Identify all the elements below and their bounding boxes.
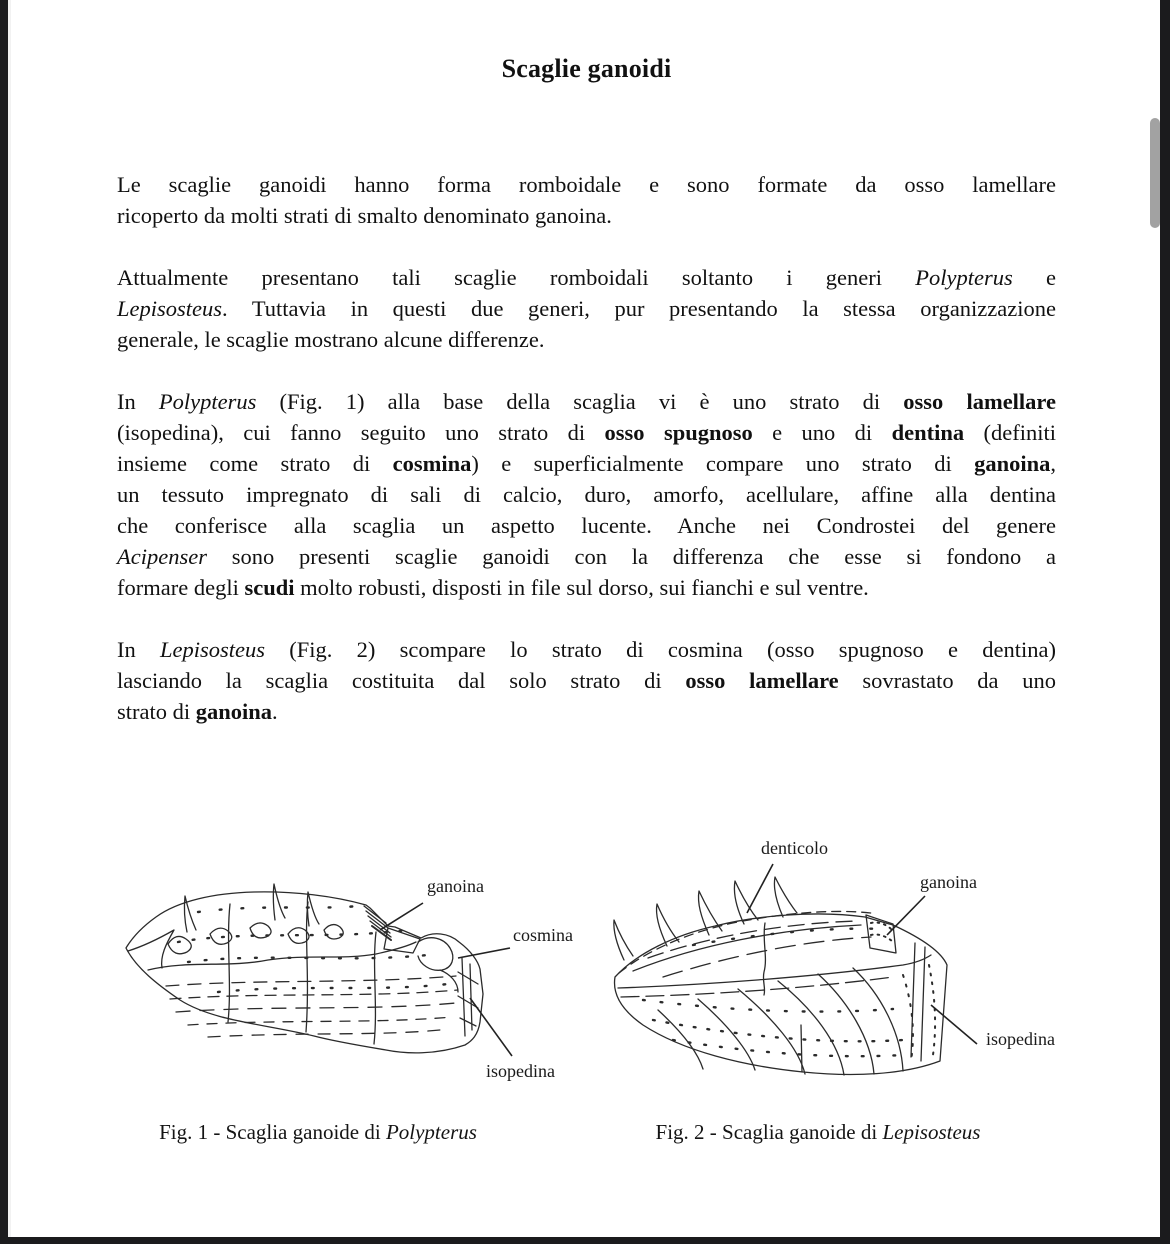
figure-2-label-denticolo: denticolo <box>761 838 828 858</box>
paragraph-1 <box>117 169 1056 231</box>
text-line: Le scaglie ganoidi hanno forma romboidale e sono formate da osso lamellare <box>117 172 1056 197</box>
scrollbar-thumb[interactable] <box>1150 118 1160 228</box>
document-page <box>8 0 1160 1237</box>
figure-2-label-ganoina: ganoina <box>920 872 977 892</box>
figure-1-drawing <box>118 872 518 1072</box>
page-title: Scaglie ganoidi <box>501 54 672 83</box>
figure-1-caption: Fig. 1 - Scaglia ganoide di Polypterus <box>159 1120 477 1144</box>
figure-1-label-isopedina: isopedina <box>486 1061 555 1081</box>
paragraph-4 <box>117 634 1056 727</box>
figure-1-pointer-lines <box>380 903 512 1056</box>
text-line: In Lepisosteus (Fig. 2) scompare lo strato di cosmina (osso spugnoso e dentina) <box>117 637 1057 662</box>
figure-2-caption: Fig. 2 - Scaglia ganoide di Lepisosteus <box>655 1120 981 1144</box>
text-line: Acipenser sono presenti scaglie ganoidi con la differenza che esse si fondono a <box>117 544 1056 569</box>
figure-1-label-cosmina: cosmina <box>513 925 573 945</box>
figure-2-drawing <box>603 825 1003 1085</box>
text-line: insieme come strato di cosmina) e superficialmente compare uno strato di ganoina, <box>117 451 1056 476</box>
text-line: Attualmente presentano tali scaglie romboidali soltanto i generi Polypterus e <box>117 265 1056 290</box>
text-line: ricoperto da molti strati di smalto denominato ganoina. <box>117 203 612 228</box>
paragraph-3 <box>117 386 1056 603</box>
text-line: formare degli scudi molto robusti, disposti in file sul dorso, sui fianchi e sul ventre. <box>117 575 869 600</box>
text-line: strato di ganoina. <box>117 699 278 724</box>
figure-2-scale-outline <box>614 877 947 1075</box>
figure-1-label-ganoina: ganoina <box>427 876 484 896</box>
text-line: lasciando la scaglia costituita dal solo strato di osso lamellare sovrastato da uno <box>117 668 1056 693</box>
text-line: generale, le scaglie mostrano alcune differenze. <box>117 327 545 352</box>
figure-1-scale-outline <box>126 884 483 1053</box>
text-line: che conferisce alla scaglia un aspetto lucente. Anche nei Condrostei del genere <box>117 513 1056 538</box>
text-line: un tessuto impregnato di sali di calcio, duro, amorfo, acellulare, affine alla dentina <box>117 482 1056 507</box>
text-line: In Polypterus (Fig. 1) alla base della scaglia vi è uno strato di osso lamellare <box>117 389 1056 414</box>
figure-2-label-isopedina: isopedina <box>986 1029 1055 1049</box>
text-line: (isopedina), cui fanno seguito uno strato di osso spugnoso e uno di dentina (definiti <box>117 420 1056 445</box>
document-body <box>11 0 1160 727</box>
paragraph-2 <box>117 262 1056 355</box>
text-line: Lepisosteus. Tuttavia in questi due generi, pur presentando la stessa organizzazione <box>117 296 1056 321</box>
